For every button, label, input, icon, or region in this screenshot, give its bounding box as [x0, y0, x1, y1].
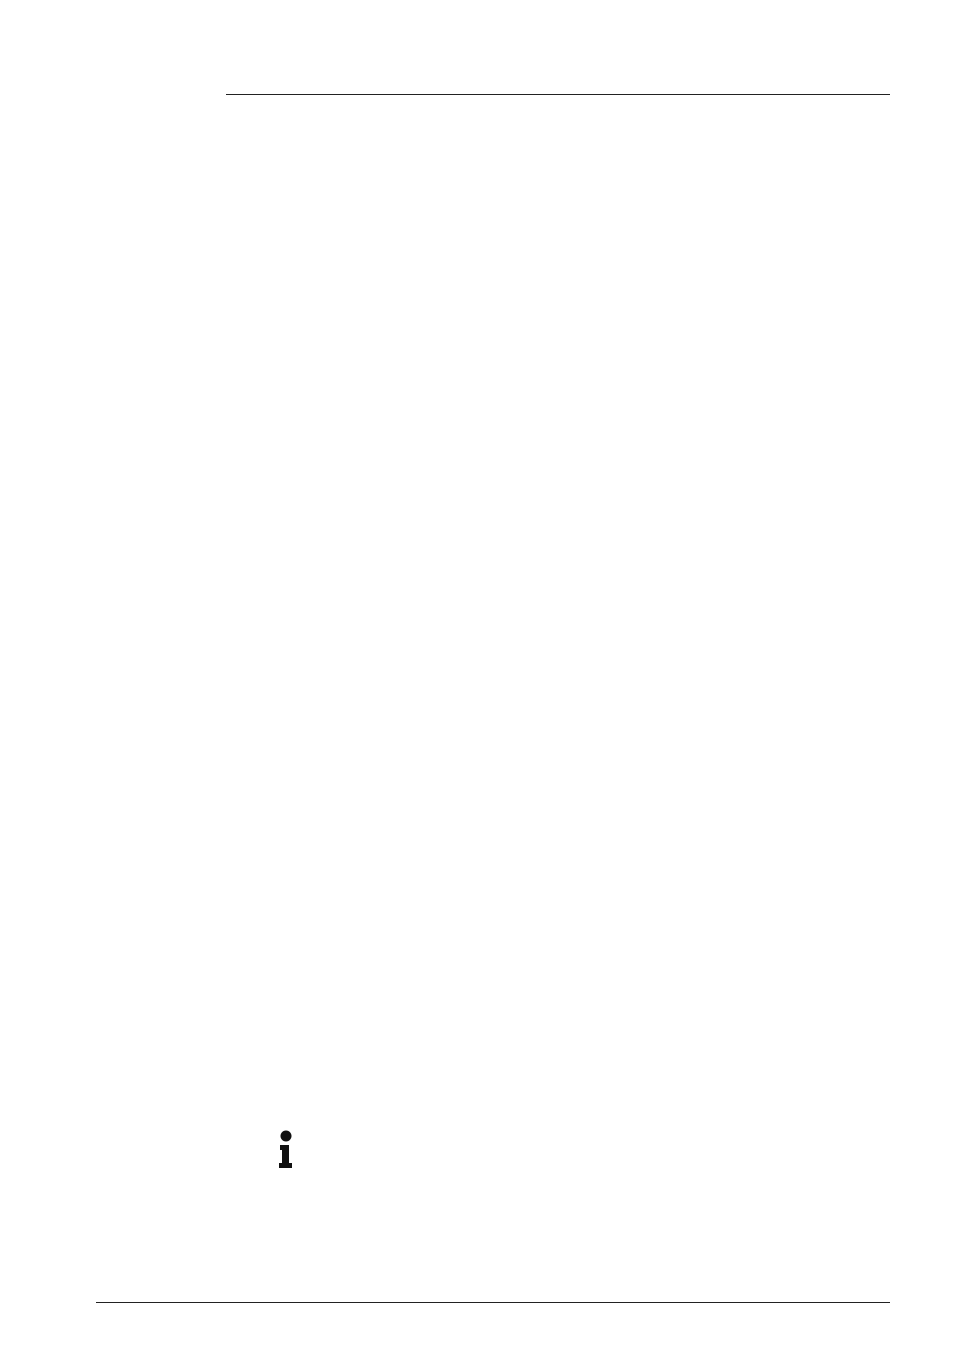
header-divider	[226, 94, 890, 95]
vega-logo	[96, 64, 220, 98]
footer-divider	[96, 1302, 890, 1303]
information-icon	[276, 1130, 296, 1170]
